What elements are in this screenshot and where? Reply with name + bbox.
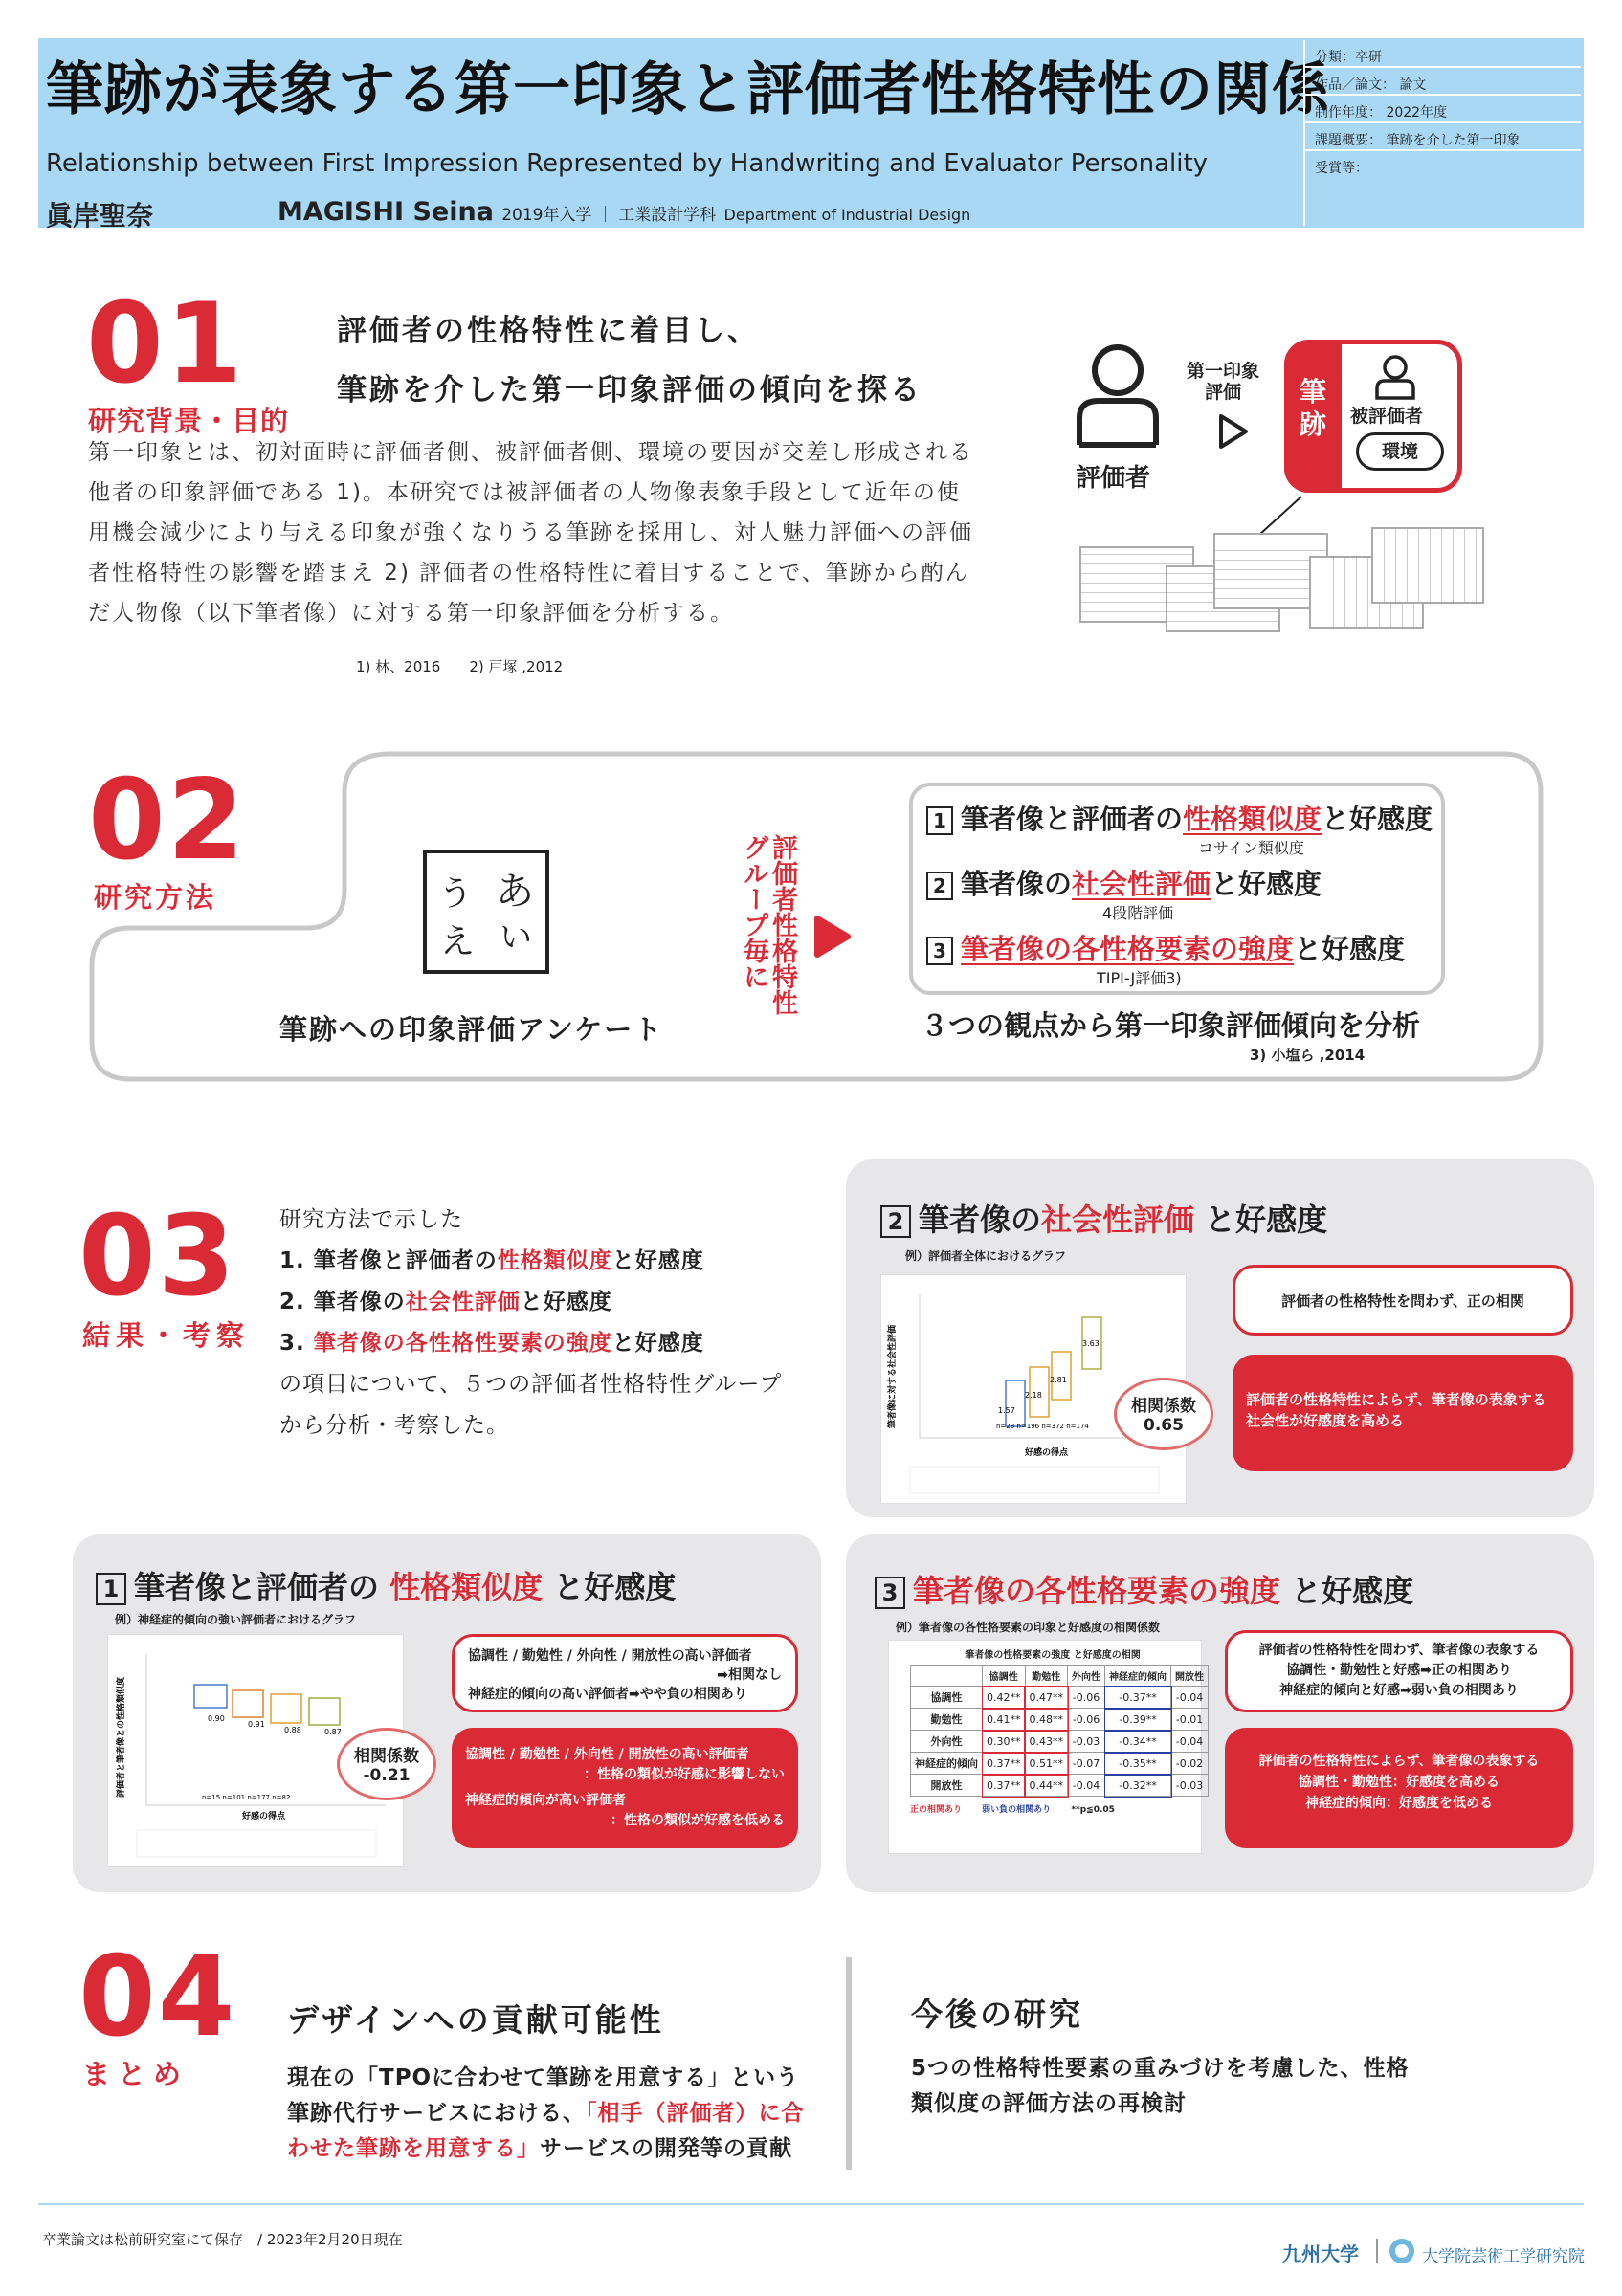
handwriting-label: 筆 跡 (1284, 340, 1342, 493)
table-cell: -0.06 (1068, 1709, 1105, 1731)
table-col-header: 外向性 (1068, 1666, 1105, 1687)
panel-2-caption: 例）評価者全体におけるグラフ (905, 1249, 1067, 1263)
table-cell: 0.41** (983, 1709, 1026, 1731)
table-row (911, 1775, 1209, 1797)
panel-3-conclusion-2: 協調性・勤勉性：好感度を高める (1299, 1775, 1500, 1790)
box-4-label: 0.87 (324, 1728, 342, 1736)
table-row (911, 1753, 1209, 1775)
panel-personality-strength (846, 1534, 1594, 1892)
panel-1-finding-bubble (452, 1634, 798, 1712)
evaluatee-label: 被評価者 (1350, 406, 1424, 427)
panel-3-conclusion-1: 評価者の性格特性によらず、筆者像の表象する (1258, 1754, 1540, 1769)
panel-1-caption: 例）神経症的傾向の強い評価者におけるグラフ (115, 1613, 357, 1626)
table-cell: 0.47** (1025, 1687, 1068, 1709)
kana-box (423, 850, 549, 974)
method-item-3-post: と好感度 (1294, 933, 1406, 965)
panel-similarity (73, 1534, 821, 1892)
header-banner (38, 38, 1584, 232)
method-item-2-key: 社会性評価 (1072, 868, 1211, 900)
page-title-en: Relationship between First Impression Represented by Handwriting and Evaluator Personality (46, 149, 1209, 178)
section-03-list-2 (279, 1282, 612, 1323)
box-1 (1006, 1380, 1025, 1426)
method-item-3-key: 筆者像の各性格要素の強度 (961, 933, 1295, 965)
table-cell: -0.06 (1068, 1687, 1105, 1709)
section-04-number: 04 (78, 1932, 237, 2062)
panel-3-caption: 例）筆者像の各性格要素の印象と好感度の相関係数 (896, 1621, 1161, 1634)
panel-1-title (96, 1563, 676, 1607)
department-en: Department of Industrial Design (723, 206, 971, 224)
panel-2-key: 社会性評価 (1041, 1202, 1195, 1238)
footer-note: 卒業論文は松前研究室にて保存 / 2023年2月20日現在 (42, 2231, 403, 2248)
section-01-label: 研究背景・目的 (88, 405, 290, 437)
panel-1-corr-value: -0.21 (363, 1766, 411, 1785)
panel-3-finding-bubble (1225, 1630, 1573, 1712)
panel-1-post: と好感度 (543, 1569, 677, 1605)
box-4 (309, 1698, 340, 1725)
table-cell: -0.02 (1171, 1753, 1209, 1775)
section-01-body: 第一印象とは、初対面時に評価者側、被評価者側、環境の要因が交差し形成される他者の印象評価である 1)。本研究では被評価者の人物像表象手段として近年の使用機会減少により与える印象が強くなりうる筆跡を採用し、対人魅力評価への評価者性格特性の影響を踏まえ 2) 評価者の性格特性に着目することで、筆跡から酌んだ人物像（以下筆者像）に対する第一印象評価を分析する。 (88, 440, 973, 626)
method-item-2-pre: 筆者像の (961, 868, 1073, 900)
handwriting-samples (1079, 527, 1462, 630)
box-4-label: 3.63 (1082, 1339, 1100, 1348)
x-axis-label: 好感の得点 (242, 1812, 286, 1821)
list-1-key: 性格類似度 (497, 1248, 612, 1273)
panel-1-conclusion-1: 協調性 / 勤勉性 / 外向性 / 開放性の高い評価者 (465, 1747, 749, 1762)
method-item-1-num: 1 (926, 806, 953, 835)
legend (137, 1830, 376, 1857)
table-title: 筆者像の性格要素の強度 と好感度の相関 (965, 1650, 1141, 1661)
panel-3-post: と好感度 (1280, 1573, 1414, 1609)
evaluator-person-icon (1072, 340, 1177, 454)
future-line-1: 5つの性格特性要素の重みづけを考慮した、性格 (911, 2056, 1410, 2081)
panel-1-corr-bubble (337, 1728, 436, 1800)
n-label: n=15 n=101 n=177 n=82 (202, 1794, 291, 1801)
design-line-2 (287, 2096, 805, 2131)
panel-3-finding-1: 評価者の性格特性を問わず、筆者像の表象する (1258, 1643, 1540, 1658)
panel-1-finding-3: 神経症的傾向の高い評価者➡やや負の相関あり (468, 1687, 747, 1702)
panel-1-conclusion-2: ：性格の類似が好感に影響しない (584, 1767, 785, 1782)
method-item-2-sub: 4段階評価 (1102, 904, 1174, 922)
kana-e: え (440, 922, 476, 961)
author-info (278, 197, 970, 227)
method-item-1 (926, 798, 1433, 837)
table-cell: 0.51** (1025, 1753, 1068, 1775)
method-item-1-key: 性格類似度 (1183, 803, 1322, 835)
section-02-label: 研究方法 (94, 881, 217, 914)
author-name-en: MAGISHI Seina (278, 197, 494, 227)
footer-divider (38, 2203, 1584, 2205)
panel-3-key: 筆者像の各性格要素の強度 (913, 1573, 1281, 1609)
method-item-1-sub: コサイン類似度 (1198, 839, 1304, 857)
box-1 (194, 1685, 227, 1708)
design-line-3 (287, 2131, 805, 2167)
meta-summary: 課題概要： 筆跡を介した第一印象 (1305, 123, 1581, 151)
table-cell: -0.04 (1171, 1687, 1209, 1709)
section-01-refs: 1) 林、2016 2) 戸塚 ,2012 (356, 658, 564, 675)
evaluatee-person-icon (1371, 352, 1419, 400)
list-2-key: 社会性評価 (405, 1290, 521, 1314)
table-cell: -0.04 (1068, 1775, 1105, 1797)
table-col-header: 協調性 (983, 1666, 1026, 1687)
method-item-1-post: と好感度 (1322, 803, 1433, 835)
table-col-header (911, 1666, 983, 1687)
design-line-2a: 筆跡代行サービスにおける、 (287, 2101, 586, 2126)
design-line-1: 現在の「TPOに合わせて筆跡を用意する」という (287, 2065, 800, 2090)
panel-1-num: 1 (96, 1573, 126, 1605)
method-item-2-num: 2 (926, 872, 953, 900)
table-cell: -0.03 (1171, 1775, 1209, 1797)
table-cell: 0.42** (983, 1687, 1026, 1709)
future-line-2: 類似度の評価方法の再検討 (911, 2091, 1187, 2116)
panel-1-pre: 筆者像と評価者の (134, 1569, 390, 1605)
kana-u: う (438, 874, 474, 914)
panel-2-corr-label: 相関係数 (1131, 1397, 1196, 1416)
panel-2-corr-bubble (1114, 1378, 1213, 1450)
table-col-header: 神経症的傾向 (1105, 1666, 1171, 1687)
list-3-key: 筆者像の各性格性要素の強度 (313, 1331, 612, 1356)
evaluator-label: 評価者 (1076, 464, 1151, 493)
panel-social-evaluation (846, 1159, 1594, 1517)
design-line-2b: 「相手（評価者）に合 (586, 2101, 805, 2126)
table-cell: 0.37** (983, 1753, 1026, 1775)
analysis-label: ３つの観点から第一印象評価傾向を分析 (921, 1009, 1421, 1042)
panel-1-finding-1: 協調性 / 勤勉性 / 外向性 / 開放性の高い評価者 (468, 1648, 752, 1664)
panel-3-finding-3: 神経症的傾向と好感➡弱い負の相関あり (1279, 1683, 1519, 1698)
section-03-outro-1: の項目について、５つの評価者性格特性グループ (279, 1372, 783, 1397)
table-row-header: 神経症的傾向 (911, 1753, 983, 1775)
section-01-number: 01 (86, 279, 245, 408)
method-item-3-num: 3 (926, 937, 953, 965)
method-item-3 (926, 928, 1405, 967)
author-name-jp: 眞岸聖奈 (46, 200, 154, 232)
concept-figure (1072, 340, 1474, 627)
table-row-header: 勤勉性 (911, 1709, 983, 1731)
list-2-post: と好感度 (520, 1290, 612, 1314)
table-row (911, 1687, 1209, 1709)
panel-2-post: と好感度 (1194, 1202, 1328, 1238)
note-positive: 正の相関あり (910, 1805, 963, 1815)
kana-i: い (500, 918, 532, 957)
university-logo-text: 九州大学 (1282, 2242, 1359, 2265)
panel-3-num: 3 (875, 1577, 905, 1609)
correlation-table (910, 1665, 1209, 1797)
box-3-label: 2.81 (1050, 1376, 1067, 1384)
panel-1-key: 性格類似度 (389, 1569, 544, 1605)
box-1-label: 1.57 (998, 1406, 1015, 1415)
table-notes (910, 1802, 1195, 1815)
panel-1-conclusion-3: 神経症的傾向が高い評価者 (465, 1793, 626, 1808)
handwriting-sample-5 (1371, 527, 1484, 604)
list-1-post: と好感度 (611, 1248, 704, 1273)
handwriting-box (1284, 340, 1462, 493)
table-cell: 0.30** (983, 1731, 1026, 1753)
footer-separator (1376, 2239, 1378, 2263)
list-1-pre: 1. 筆者像と評価者の (279, 1248, 498, 1273)
method-item-1-pre: 筆者像と評価者の (961, 803, 1184, 835)
panel-1-conclusion-bubble (452, 1728, 798, 1848)
section-03-number: 03 (78, 1192, 237, 1321)
note-negative: 弱い負の相関あり (982, 1805, 1052, 1815)
panel-3-conclusion-bubble (1225, 1728, 1573, 1848)
list-2-pre: 2. 筆者像の (279, 1290, 406, 1314)
table-cell: -0.32** (1105, 1775, 1171, 1797)
section-03-label: 結果・考察 (82, 1319, 251, 1352)
method-item-3-sub: TIPI-J評価3) (1097, 969, 1182, 987)
note-p-value: **p≦0.05 (1071, 1805, 1115, 1815)
play-arrow-icon (1213, 412, 1252, 451)
list-3-post: と好感度 (611, 1331, 704, 1356)
meta-awards: 受賞等： (1315, 161, 1368, 176)
table-header-row (911, 1666, 1209, 1687)
x-axis-label: 好感の得点 (1025, 1448, 1069, 1458)
box-1-label: 0.90 (208, 1714, 225, 1723)
panel-2-num: 2 (880, 1205, 911, 1238)
school-logo-icon (1388, 2237, 1416, 2265)
box-2-label: 2.18 (1025, 1391, 1042, 1400)
legend (910, 1467, 1159, 1493)
panel-2-finding-bubble: 評価者の性格特性を問わず、正の相関 (1233, 1265, 1573, 1336)
section-03-intro: 研究方法で示した (279, 1207, 463, 1232)
design-heading: デザインへの貢献可能性 (287, 2001, 664, 2039)
section-01-heading-1: 評価者の性格特性に着目し、 (337, 314, 760, 348)
table-row (911, 1731, 1209, 1753)
kana-a: あ (496, 870, 534, 914)
box-2 (233, 1690, 263, 1717)
meta-category: 分類：卒研 (1305, 40, 1581, 68)
section-03-list-3 (279, 1323, 704, 1364)
design-line-3b: サービスの開発等の貢献 (540, 2136, 792, 2161)
table-cell: -0.04 (1171, 1731, 1209, 1753)
y-axis-label: 評価者と筆者像との性格類似度 (117, 1676, 126, 1798)
design-line-3a: わせた筆跡を用意する」 (287, 2136, 540, 2161)
section-04-divider (846, 1957, 852, 2170)
table-row-header: 協調性 (911, 1687, 983, 1709)
red-play-icon (810, 915, 854, 959)
method-item-2 (926, 863, 1322, 902)
first-impression-label: 第一印象 評価 (1187, 361, 1260, 403)
table-cell: -0.39** (1105, 1709, 1171, 1731)
table-cell: -0.35** (1105, 1753, 1171, 1775)
table-row (911, 1709, 1209, 1731)
table-cell: 0.44** (1025, 1775, 1068, 1797)
meta-table (1303, 40, 1581, 226)
box-2-label: 0.91 (248, 1720, 265, 1729)
method-item-2-post: と好感度 (1211, 868, 1322, 900)
panel-1-finding-2: ➡相関なし (717, 1667, 782, 1683)
table-cell: -0.37** (1105, 1687, 1171, 1709)
y-axis-label: 筆者像に対する社会性評価 (888, 1324, 898, 1428)
panel-2-conclusion-bubble: 評価者の性格特性によらず、筆者像の表象する社会性が好感度を高める (1233, 1355, 1573, 1471)
section-01-heading-2: 筆跡を介した第一印象評価の傾向を探る (337, 373, 922, 408)
school-name: 大学院芸術工学研究院 (1422, 2247, 1585, 2266)
panel-3-finding-2: 協調性・勤勉性と好感➡正の相関あり (1286, 1663, 1512, 1678)
survey-label: 筆跡への印象評価アンケート (279, 1013, 664, 1046)
table-cell: -0.07 (1068, 1753, 1105, 1775)
table-row-header: 開放性 (911, 1775, 983, 1797)
table-col-header: 勤勉性 (1025, 1666, 1068, 1687)
panel-1-conclusion-4: ：性格の類似が好感を低める (611, 1813, 785, 1828)
environment-label: 環境 (1356, 432, 1444, 471)
group-text: 評価者性格特性グループ毎に (739, 834, 797, 1015)
section-02-ref: 3) 小塩ら ,2014 (1250, 1047, 1366, 1064)
future-research (911, 2051, 1410, 2122)
table-cell: -0.03 (1068, 1731, 1105, 1753)
section-04-label: まとめ (82, 2058, 189, 2090)
section-03-list-1 (279, 1241, 704, 1282)
section-02-number: 02 (88, 756, 247, 885)
box-3 (271, 1694, 301, 1723)
section-03-outro-2: から分析・考察した。 (279, 1413, 509, 1438)
panel-2-corr-value: 0.65 (1144, 1416, 1184, 1435)
design-contribution (287, 2061, 805, 2167)
panel-2-title (880, 1196, 1327, 1240)
table-cell: 0.37** (983, 1775, 1026, 1797)
meta-type: 作品／論文： 論文 (1305, 68, 1581, 96)
future-heading: 今後の研究 (911, 1996, 1083, 2033)
panel-1-corr-label: 相関係数 (354, 1747, 419, 1766)
meta-year: 制作年度： 2022年度 (1305, 96, 1581, 123)
table-cell: 0.43** (1025, 1731, 1068, 1753)
table-cell: -0.01 (1171, 1709, 1209, 1731)
panel-2-pre: 筆者像の (919, 1202, 1042, 1238)
table-col-header: 開放性 (1171, 1666, 1209, 1687)
table-cell: -0.34** (1105, 1731, 1171, 1753)
panel-3-title (875, 1567, 1413, 1611)
table-cell: 0.48** (1025, 1709, 1068, 1731)
panel-3-conclusion-3: 神経症的傾向：好感度を低める (1305, 1796, 1493, 1811)
enrollment: 2019年入学 ｜ 工業設計学科 (501, 206, 717, 225)
panel-3-table-area (888, 1640, 1202, 1854)
table-row-header: 外向性 (911, 1731, 983, 1753)
list-3-pre: 3. (279, 1331, 314, 1356)
box-3-label: 0.88 (284, 1726, 301, 1734)
page-title: 筆跡が表象する第一印象と評価者性格特性の関係 (46, 56, 1330, 123)
n-label: n=28 n=196 n=372 n=174 (996, 1423, 1089, 1430)
